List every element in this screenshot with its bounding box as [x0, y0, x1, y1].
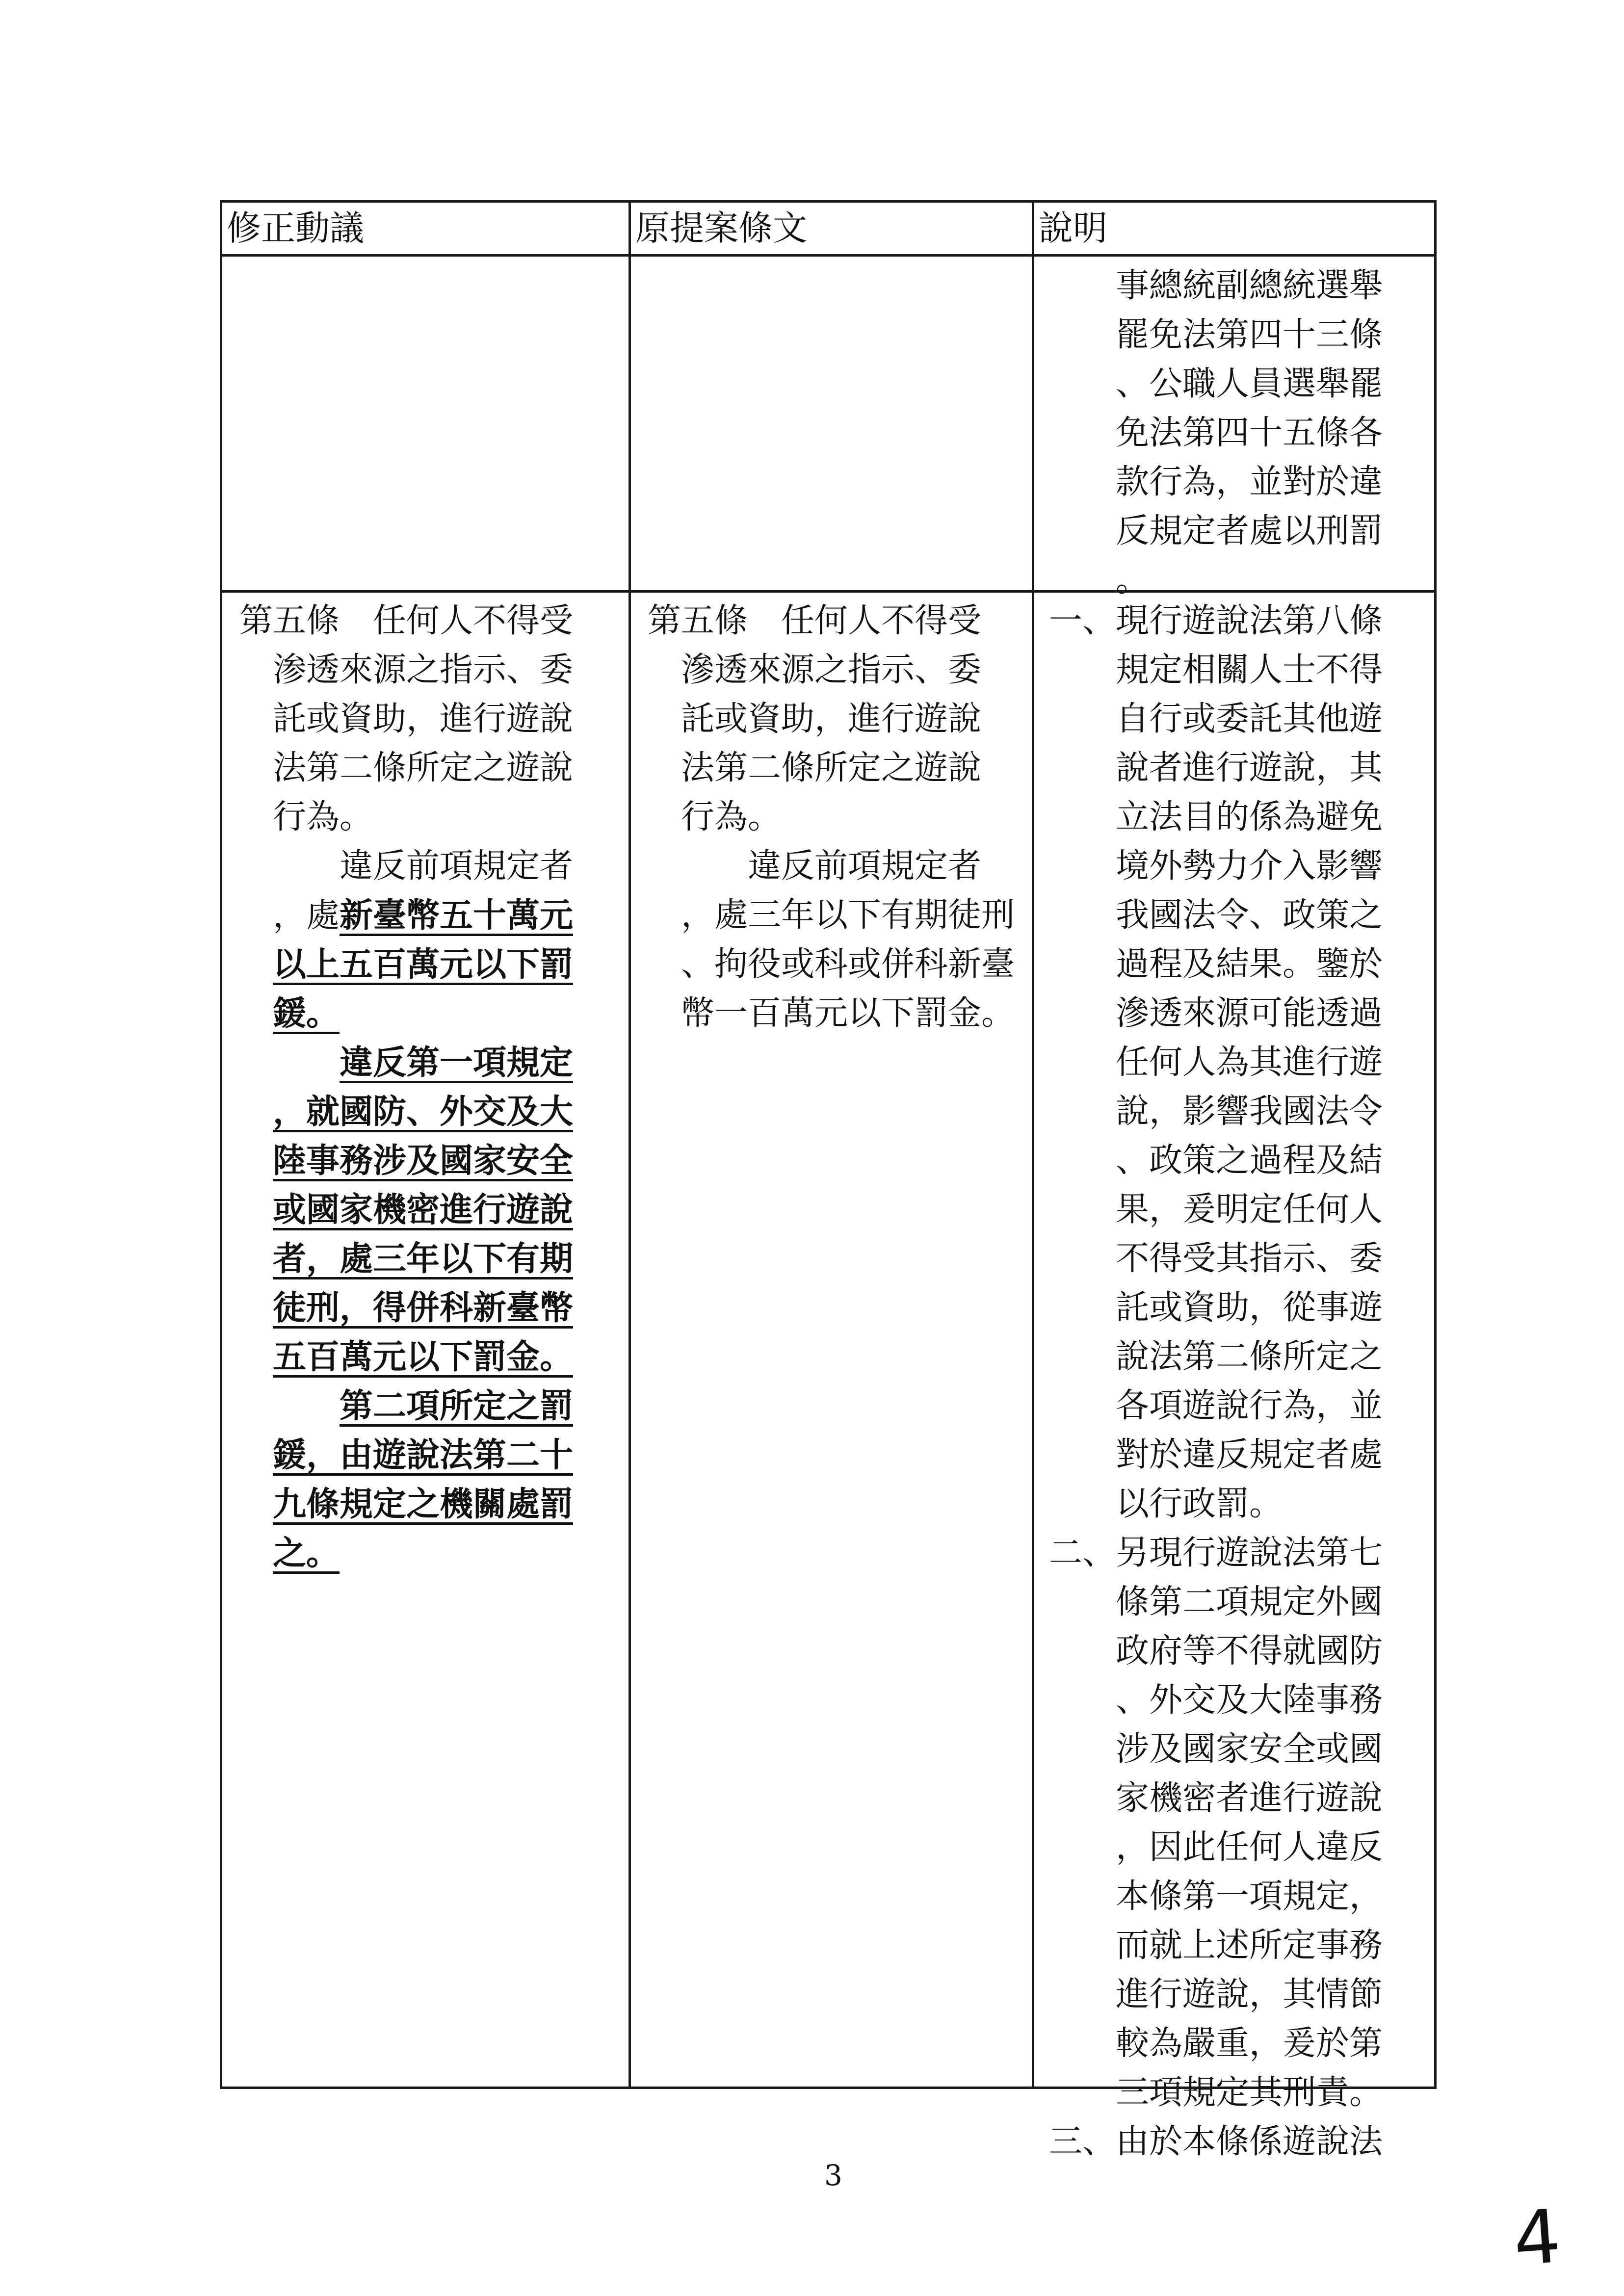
text-line — [239, 1038, 573, 1087]
text-line — [239, 940, 573, 989]
text-line: 滲透來源之指示、委 — [648, 651, 982, 689]
text-line: 規定相關人士不得 — [1049, 651, 1383, 689]
plain-text: 違反前項規定者 — [340, 847, 574, 886]
text-line: 三項規定其刑責。 — [1049, 2073, 1383, 2112]
text-line: 說者進行遊說，其 — [1049, 749, 1383, 787]
amended-text: 鍰。 — [273, 994, 340, 1033]
text-line: 進行遊說，其情節 — [1049, 1975, 1383, 2014]
plain-text: 行為。 — [273, 798, 373, 836]
table-border-right — [1434, 200, 1437, 2089]
comparison-table — [220, 200, 1437, 2161]
text-line — [239, 695, 573, 744]
amended-text: 違反第一項規定 — [340, 1043, 574, 1082]
text-line: 不得受其指示、委 — [1049, 1239, 1383, 1278]
plain-text: 法第二條所定之遊說 — [273, 749, 574, 787]
text-line — [239, 1185, 573, 1234]
row2-explanation-cell — [1049, 597, 1383, 2166]
text-line: 境外勢力介入影響 — [1049, 847, 1383, 886]
text-line: 三、由於本條係遊說法 — [1049, 2122, 1383, 2161]
header-explanation: 說明 — [1039, 208, 1107, 248]
text-line: 第五條 任何人不得受 — [648, 601, 982, 640]
text-line: 說，影響我國法令 — [1049, 1092, 1383, 1131]
text-line: 事總統副總統選舉 — [1049, 266, 1383, 305]
text-line — [239, 1332, 573, 1382]
text-line: 立法目的係為避免 — [1049, 798, 1383, 836]
text-line: 反規定者處以刑罰 — [1049, 512, 1383, 550]
text-line: 任何人為其進行遊 — [1049, 1043, 1383, 1082]
text-line — [239, 1136, 573, 1185]
header-original: 原提案條文 — [635, 208, 807, 248]
row2-original-cell — [648, 597, 1015, 1038]
text-line — [239, 1087, 573, 1136]
page-number: 3 — [824, 2159, 842, 2192]
text-line: 託或資助，從事遊 — [1049, 1288, 1383, 1327]
text-line: 說法第二條所定之 — [1049, 1337, 1383, 1376]
plain-text: 第五條 任何人不得受 — [239, 601, 574, 640]
text-line: 政府等不得就國防 — [1049, 1632, 1383, 1670]
text-line: 、外交及大陸事務 — [1049, 1681, 1383, 1720]
text-line: 而就上述所定事務 — [1049, 1926, 1383, 1965]
amended-text: 五百萬元以下罰金。 — [273, 1337, 574, 1377]
text-line: 果，爰明定任何人 — [1049, 1190, 1383, 1229]
text-line — [239, 646, 573, 695]
text-line: 、政策之過程及結 — [1049, 1141, 1383, 1180]
text-line — [239, 1382, 573, 1431]
text-line: 涉及國家安全或國 — [1049, 1730, 1383, 1769]
text-line: 過程及結果。鑒於 — [1049, 945, 1383, 984]
text-line — [239, 1283, 573, 1332]
plain-text: ，處 — [273, 896, 340, 935]
table-border-left — [220, 200, 222, 2089]
text-line: 滲透來源可能透過 — [1049, 994, 1383, 1033]
text-line: 一、現行遊說法第八條 — [1049, 601, 1383, 640]
text-line: 法第二條所定之遊說 — [648, 749, 982, 787]
amended-text: 或國家機密進行遊說 — [273, 1190, 574, 1229]
text-line: 各項遊說行為，並 — [1049, 1386, 1383, 1425]
amended-text: 陸事務涉及國家安全 — [273, 1141, 574, 1180]
plain-text: 託或資助，進行遊說 — [273, 700, 574, 738]
amended-text: 之。 — [273, 1534, 340, 1573]
table-border-top — [220, 200, 1437, 203]
row2-amendment-cell — [239, 597, 573, 1578]
text-line — [239, 1480, 573, 1529]
text-line: 行為。 — [648, 798, 782, 836]
column-divider-1 — [629, 200, 631, 2089]
text-line: 家機密者進行遊說 — [1049, 1779, 1383, 1818]
text-line — [239, 1529, 573, 1578]
amended-text: 徒刑，得併科新臺幣 — [273, 1288, 574, 1328]
amended-text: 新臺幣五十萬元 — [340, 896, 574, 935]
column-divider-2 — [1032, 200, 1034, 2089]
text-line: 託或資助，進行遊說 — [648, 700, 982, 738]
text-line: 、公職人員選舉罷 — [1049, 365, 1383, 403]
row1-explanation-cell — [1049, 261, 1383, 605]
text-line: 我國法令、政策之 — [1049, 896, 1383, 935]
amended-text: 九條規定之機關處罰 — [273, 1485, 574, 1524]
plain-text: 渗透來源之指示、委 — [273, 651, 574, 689]
text-line: 免法第四十五條各 — [1049, 414, 1383, 452]
text-line: 款行為，並對於違 — [1049, 463, 1383, 501]
text-line — [239, 597, 573, 646]
text-line: 本條第一項規定， — [1049, 1877, 1383, 1916]
amended-text: 第二項所定之罰 — [340, 1386, 574, 1426]
header-divider — [220, 254, 1437, 257]
text-line: 二、另現行遊說法第七 — [1049, 1534, 1383, 1572]
text-line — [239, 1431, 573, 1480]
handwritten-page-mark: 4 — [1511, 2193, 1564, 2283]
text-line — [239, 842, 573, 891]
text-line: 違反前項規定者 — [648, 847, 982, 886]
text-line — [239, 989, 573, 1038]
header-amendment: 修正動議 — [227, 208, 364, 248]
text-line: 、拘役或科或併科新臺 — [648, 945, 1015, 984]
text-line: ，處三年以下有期徒刑 — [648, 896, 1015, 935]
text-line: 較為嚴重，爰於第 — [1049, 2024, 1383, 2063]
text-line — [239, 891, 573, 940]
text-line: ，因此任何人違反 — [1049, 1828, 1383, 1867]
text-line: 自行或委託其他遊 — [1049, 700, 1383, 738]
text-line: 。 — [1049, 561, 1150, 600]
text-line: 條第二項規定外國 — [1049, 1583, 1383, 1621]
text-line: 罷免法第四十三條 — [1049, 315, 1383, 354]
amended-text: 者，處三年以下有期 — [273, 1239, 574, 1278]
text-line: 幣一百萬元以下罰金。 — [648, 994, 1015, 1033]
text-line — [239, 744, 573, 793]
text-line — [239, 793, 573, 842]
amended-text: 以上五百萬元以下罰 — [273, 945, 574, 984]
amended-text: 鍰，由遊說法第二十 — [273, 1435, 574, 1475]
text-line: 以行政罰。 — [1049, 1485, 1283, 1523]
text-line: 對於違反規定者處 — [1049, 1435, 1383, 1474]
amended-text: ，就國防、外交及大 — [273, 1092, 574, 1131]
text-line — [239, 1234, 573, 1283]
